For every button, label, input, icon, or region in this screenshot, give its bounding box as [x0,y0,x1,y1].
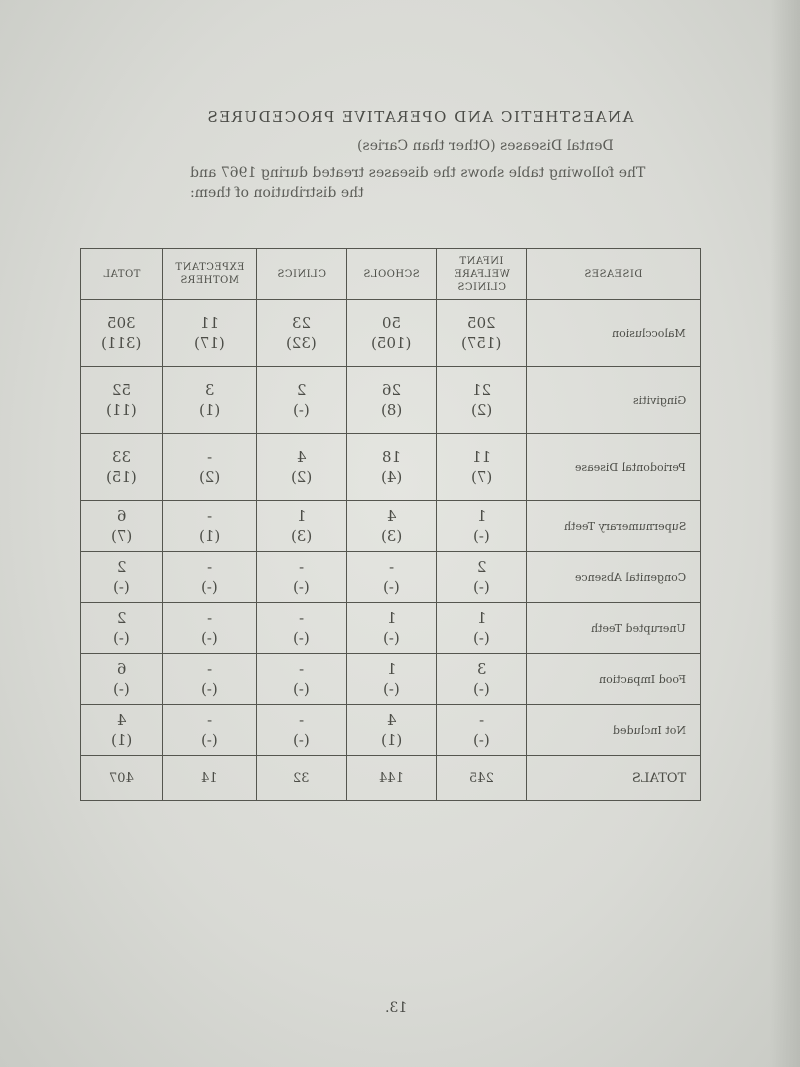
header-expectant-mothers: EXPECTANT MOTHERS [163,249,257,300]
intro-note-line-1: The following table shows the diseases treated during 1967 and [190,165,646,181]
table-cell: 1 (-) [347,603,437,654]
table-cell: 1 (-) [437,501,527,552]
table-cell: 2 (-) [81,552,163,603]
table-row [81,705,701,756]
disease-name-cell: Food Impaction [527,654,701,705]
header-total: TOTAL [81,249,163,300]
intro-note-line-2: the distribution of them: [190,185,364,201]
diseases-table [80,248,701,801]
table-row [81,434,701,501]
totals-cell: 144 [347,756,437,801]
totals-cell: 14 [163,756,257,801]
table-cell: 1 (-) [347,654,437,705]
table-cell: - (-) [257,552,347,603]
page-title [200,108,640,126]
page-subtitle-text: Dental Diseases (Other than Caries) [356,138,614,154]
table-cell: 1 (-) [437,603,527,654]
table-cell: 4 (1) [81,705,163,756]
table-header-row [81,249,701,300]
table-cell: - (1) [163,501,257,552]
table-row [81,603,701,654]
totals-cell: 407 [81,756,163,801]
page-subtitle [255,138,715,154]
table-cell: - (-) [257,654,347,705]
table-cell: 2 (-) [257,367,347,434]
table-row [81,367,701,434]
table-cell: - (-) [257,705,347,756]
totals-row [81,756,701,801]
table-cell: 33 (15) [81,434,163,501]
disease-name-cell: Periodontal Disease [527,434,701,501]
table-cell: - (2) [163,434,257,501]
table-cell: 21 (2) [437,367,527,434]
table-cell: - (-) [257,603,347,654]
intro-note [190,163,750,203]
table-cell: - (-) [347,552,437,603]
table-cell: 23 (32) [257,300,347,367]
table-cell: - (-) [163,654,257,705]
table-cell: 26 (8) [347,367,437,434]
table-cell: - (-) [163,552,257,603]
table-body [81,300,701,801]
table-cell: 4 (1) [347,705,437,756]
disease-name-cell: Congenital Absence [527,552,701,603]
header-infant-welfare-clinics: INFANT WELFARE CLINICS [437,249,527,300]
table-row [81,300,701,367]
table-cell: 305 (311) [81,300,163,367]
table-cell: 11 (7) [437,434,527,501]
table-cell: 4 (3) [347,501,437,552]
table-cell: - (-) [437,705,527,756]
table-cell: 18 (4) [347,434,437,501]
header-schools: SCHOOLS [347,249,437,300]
totals-cell: 32 [257,756,347,801]
table-cell: 6 (-) [81,654,163,705]
table-cell: 3 (-) [437,654,527,705]
header-diseases: DISEASES [527,249,701,300]
totals-cell: 245 [437,756,527,801]
table-cell: 3 (1) [163,367,257,434]
disease-name-cell: Malocclusion [527,300,701,367]
table-cell: 11 (17) [163,300,257,367]
table-cell: 2 (-) [81,603,163,654]
table-row [81,654,701,705]
disease-name-cell: Not Included [527,705,701,756]
disease-name-cell: Gingivitis [527,367,701,434]
table-row [81,552,701,603]
table-cell: 4 (2) [257,434,347,501]
page-title-text: ANAESTHETIC AND OPERATIVE PROCEDURES [206,108,634,126]
table-cell: 50 (105) [347,300,437,367]
table-cell: 2 (-) [437,552,527,603]
table-cell: 52 (11) [81,367,163,434]
disease-name-cell: Unerupted Teeth [527,603,701,654]
table-cell: 1 (3) [257,501,347,552]
header-clinics: CLINICS [257,249,347,300]
table-cell: - (-) [163,603,257,654]
table-cell: 205 (157) [437,300,527,367]
totals-label: TOTALS [527,756,701,801]
table-row [81,501,701,552]
page-number: 13. [385,1000,408,1016]
table-cell: - (-) [163,705,257,756]
table-cell: 6 (7) [81,501,163,552]
disease-name-cell: Supernumerary Teeth [527,501,701,552]
